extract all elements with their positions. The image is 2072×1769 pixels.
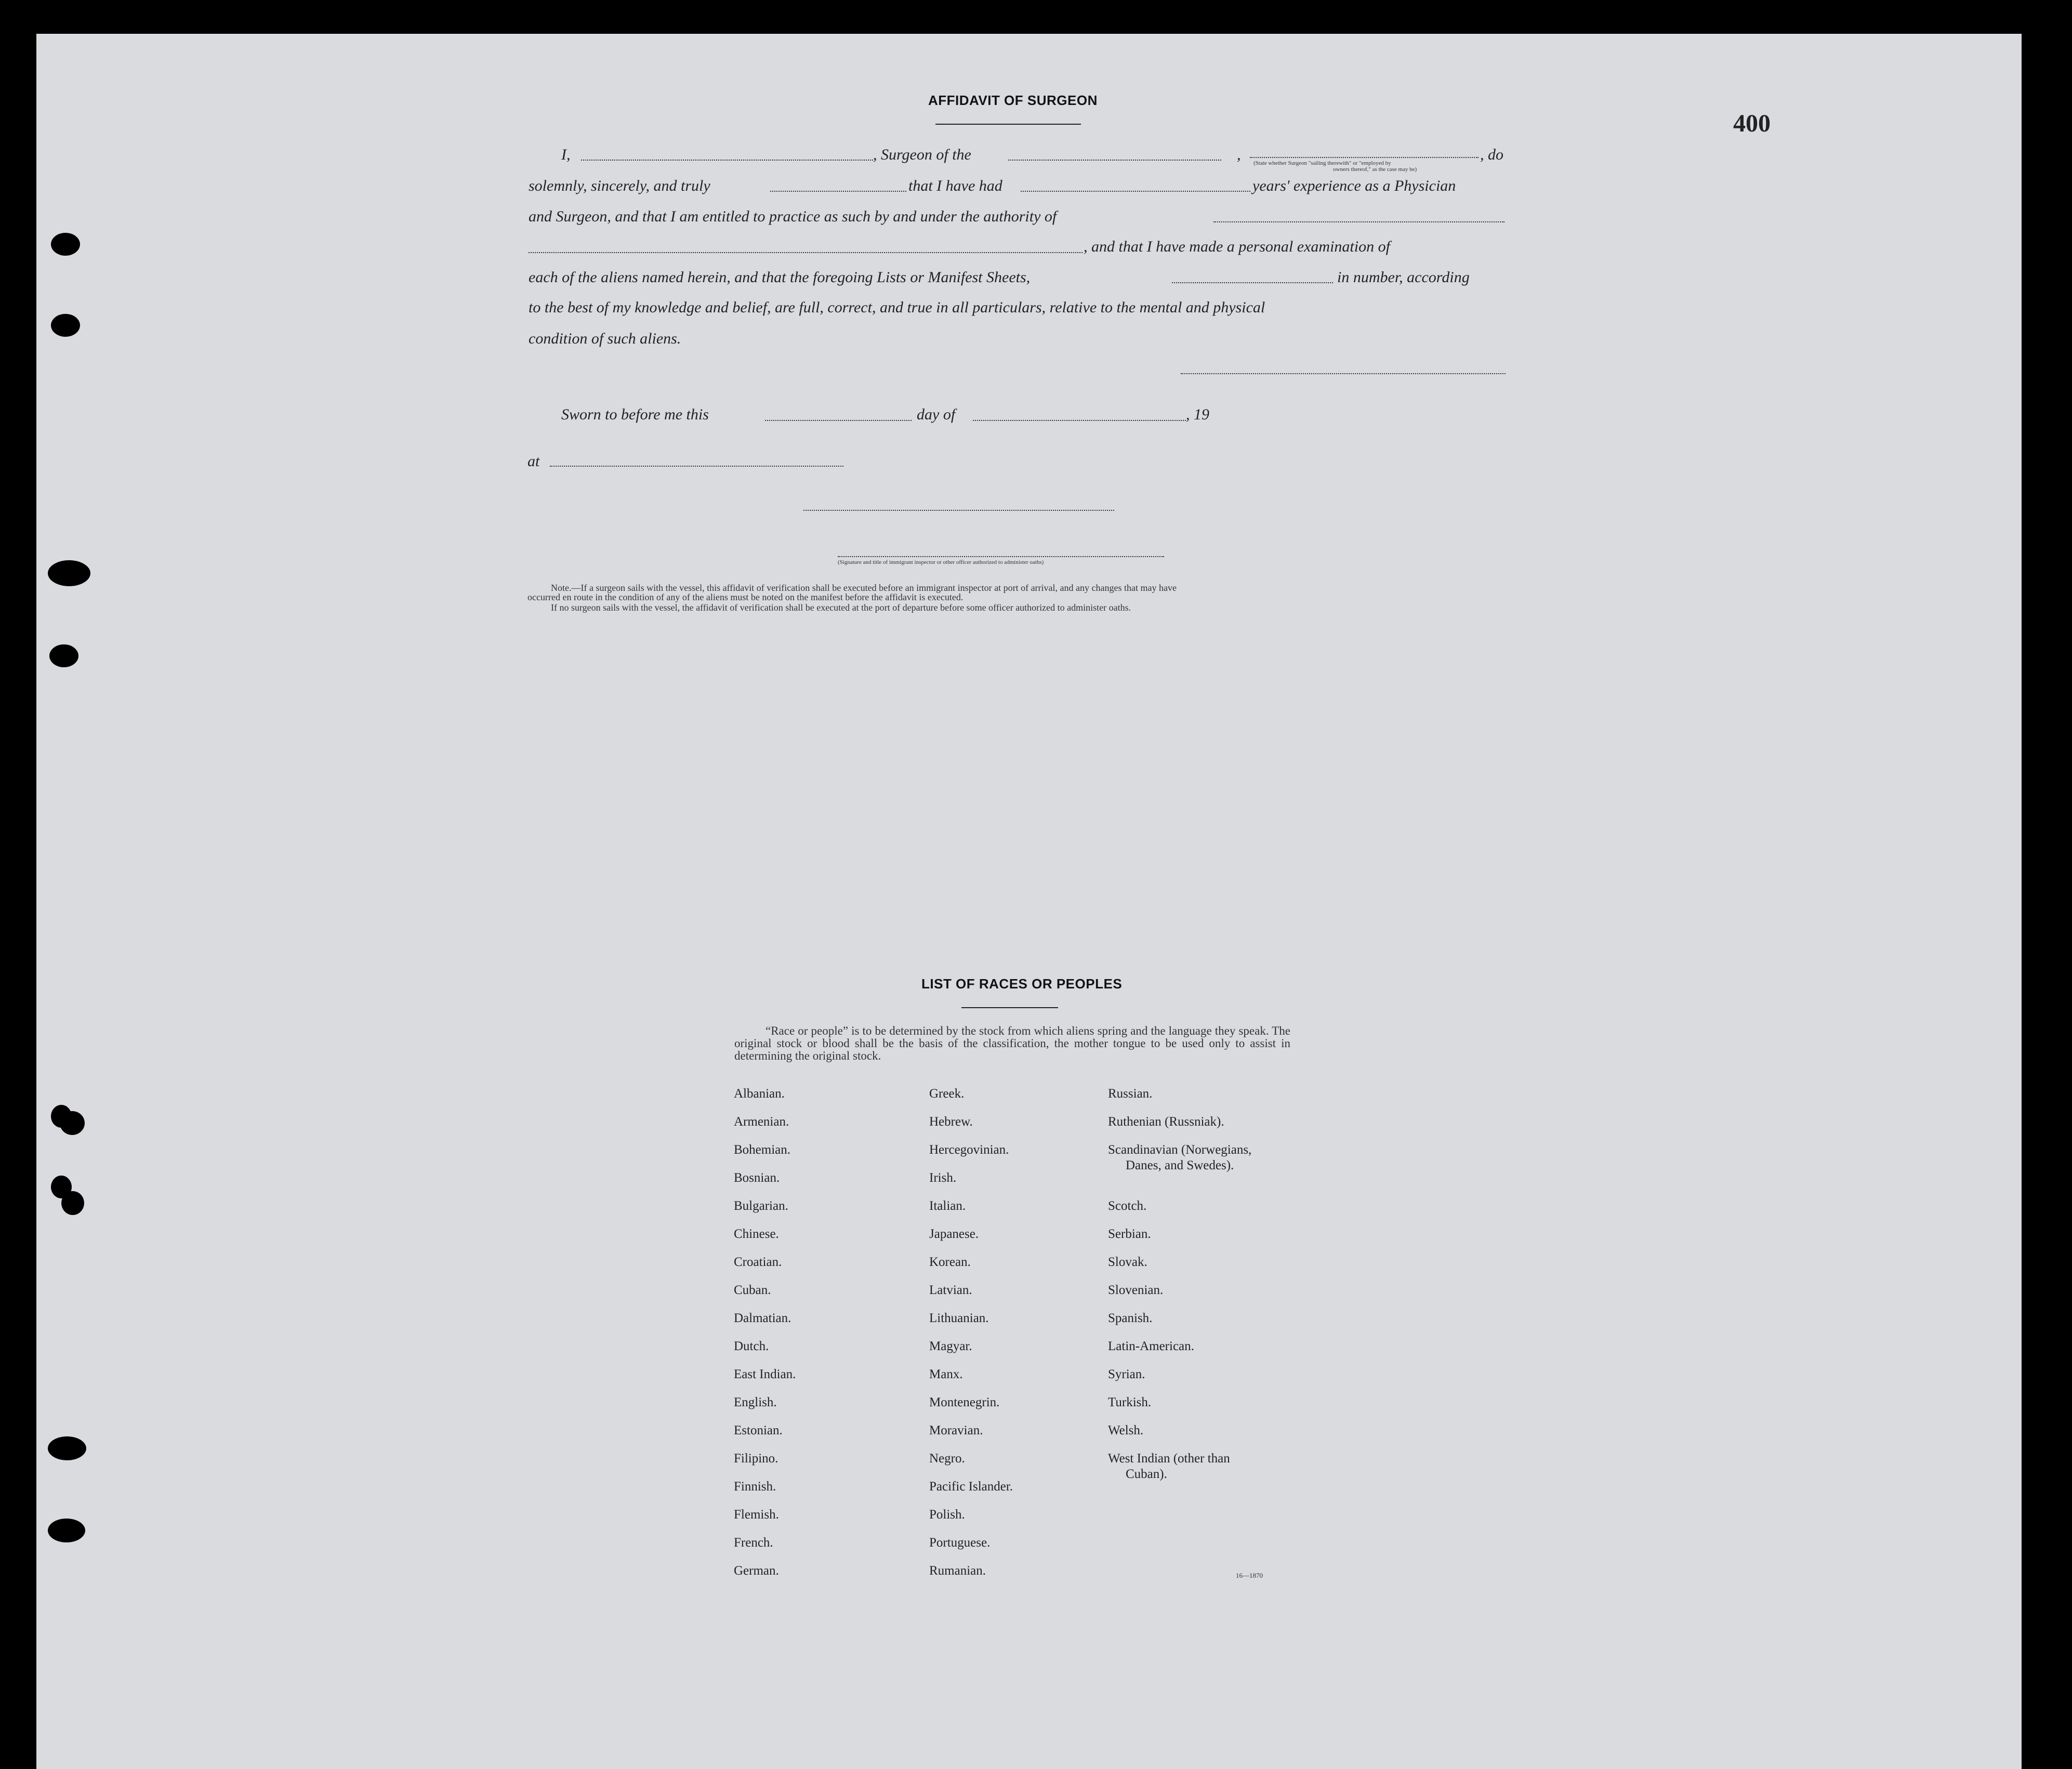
race-item: Latvian. bbox=[929, 1283, 972, 1297]
race-item: German. bbox=[734, 1564, 779, 1578]
race-item: Syrian. bbox=[1108, 1367, 1145, 1381]
race-item: English. bbox=[734, 1395, 777, 1409]
affidavit-line2-mid: that I have had bbox=[908, 177, 1002, 194]
race-item: Greek. bbox=[929, 1087, 965, 1101]
punch-hole-3 bbox=[48, 560, 90, 586]
vessel-name-blank[interactable] bbox=[1008, 160, 1221, 161]
race-item: Manx. bbox=[929, 1367, 963, 1381]
surgeon-name-blank[interactable] bbox=[581, 160, 873, 161]
sheet-count-blank[interactable] bbox=[1172, 282, 1333, 283]
race-item: Latin-American. bbox=[1108, 1339, 1194, 1353]
race-item: Italian. bbox=[929, 1199, 966, 1213]
race-item: Chinese. bbox=[734, 1227, 779, 1241]
race-item: West Indian (other than bbox=[1108, 1451, 1230, 1466]
punch-hole-8 bbox=[61, 1191, 84, 1215]
affidavit-line1-mid: , Surgeon of the bbox=[873, 146, 971, 163]
race-item: Armenian. bbox=[734, 1115, 789, 1129]
races-title: LIST OF RACES OR PEOPLES bbox=[921, 976, 1123, 992]
surgeon-status-note-2: owners thereof," as the case may be) bbox=[1333, 166, 1417, 173]
affidavit-title: AFFIDAVIT OF SURGEON bbox=[928, 93, 1098, 108]
authority-blank-2[interactable] bbox=[529, 252, 1083, 253]
note-line-3: If no surgeon sails with the vessel, the affidavit of verification shall be executed at the port of departure before some officer authorized to administer oaths. bbox=[551, 602, 1131, 613]
at-label: at bbox=[527, 453, 540, 470]
race-item: Ruthenian (Russniak). bbox=[1108, 1115, 1224, 1129]
race-item: Scotch. bbox=[1108, 1199, 1147, 1213]
affidavit-title-rule bbox=[935, 124, 1081, 125]
punch-hole-9 bbox=[48, 1436, 86, 1460]
race-item: Slovenian. bbox=[1108, 1283, 1164, 1297]
race-item: Lithuanian. bbox=[929, 1311, 989, 1325]
race-item: Turkish. bbox=[1108, 1395, 1152, 1409]
race-item: Cuban). bbox=[1126, 1467, 1167, 1481]
affidavit-line6: to the best of my knowledge and belief, are full, correct, and true in all particulars, relative to the mental and physical bbox=[529, 299, 1265, 316]
race-item: Montenegrin. bbox=[929, 1395, 1000, 1409]
race-item: Danes, and Swedes). bbox=[1126, 1158, 1234, 1172]
punch-hole-10 bbox=[48, 1519, 85, 1542]
sworn-day-blank[interactable] bbox=[765, 420, 912, 421]
affidavit-line7: condition of such aliens. bbox=[529, 330, 681, 347]
affidavit-line4: , and that I have made a personal examination of bbox=[1084, 238, 1390, 255]
race-item: Scandinavian (Norwegians, bbox=[1108, 1143, 1252, 1157]
punch-hole-4 bbox=[49, 644, 78, 667]
sworn-start: Sworn to before me this bbox=[561, 406, 709, 423]
race-item: Bohemian. bbox=[734, 1143, 791, 1157]
surgeon-status-blank[interactable] bbox=[1250, 157, 1479, 158]
race-item: Polish. bbox=[929, 1508, 965, 1522]
affidavit-line5-start: each of the aliens named herein, and that the foregoing Lists or Manifest Sheets, bbox=[529, 269, 1031, 286]
affidavit-line1-start: I, bbox=[561, 146, 571, 163]
race-item: Hercegovinian. bbox=[929, 1143, 1009, 1157]
affidavit-line5-end: in number, according bbox=[1337, 269, 1470, 286]
authority-blank-1[interactable] bbox=[1213, 221, 1504, 222]
form-number: 16—1870 bbox=[1236, 1572, 1263, 1579]
affidavit-line2-start: solemnly, sincerely, and truly bbox=[529, 177, 710, 194]
race-item: Serbian. bbox=[1108, 1227, 1151, 1241]
punch-hole-1 bbox=[51, 233, 80, 256]
document-page bbox=[36, 34, 2022, 1769]
race-item: Welsh. bbox=[1108, 1423, 1144, 1437]
race-item: Portuguese. bbox=[929, 1536, 991, 1550]
race-item: Bosnian. bbox=[734, 1171, 780, 1185]
affidavit-line2-end: years' experience as a Physician bbox=[1252, 177, 1456, 194]
race-item: East Indian. bbox=[734, 1367, 796, 1381]
years-experience-blank[interactable] bbox=[1021, 191, 1250, 192]
race-item: Slovak. bbox=[1108, 1255, 1147, 1269]
race-item: Albanian. bbox=[734, 1087, 785, 1101]
race-item: Russian. bbox=[1108, 1087, 1153, 1101]
race-item: Japanese. bbox=[929, 1227, 979, 1241]
race-item: Korean. bbox=[929, 1255, 971, 1269]
race-item: Filipino. bbox=[734, 1451, 778, 1466]
sworn-end: , 19 bbox=[1186, 406, 1209, 423]
race-item: Spanish. bbox=[1108, 1311, 1153, 1325]
signature-caption: (Signature and title of immigrant inspector or other officer authorized to administer oaths) bbox=[838, 559, 1044, 565]
officer-line-2[interactable] bbox=[838, 556, 1164, 557]
page-number: 400 bbox=[1733, 110, 1771, 137]
punch-hole-6 bbox=[60, 1111, 85, 1135]
race-item: Cuban. bbox=[734, 1283, 771, 1297]
race-item: Finnish. bbox=[734, 1480, 776, 1494]
sworn-month-blank[interactable] bbox=[973, 420, 1186, 421]
race-item: Moravian. bbox=[929, 1423, 983, 1437]
place-blank[interactable] bbox=[550, 466, 843, 467]
race-item: Bulgarian. bbox=[734, 1199, 788, 1213]
surgeon-status-note-1: (State whether Surgeon "sailing therewith" or "employed by bbox=[1253, 160, 1391, 166]
race-item: French. bbox=[734, 1536, 773, 1550]
affidavit-line3: and Surgeon, and that I am entitled to practice as such by and under the authority of bbox=[529, 208, 1057, 225]
surgeon-signature-blank[interactable] bbox=[1181, 373, 1506, 374]
race-item: Irish. bbox=[929, 1171, 957, 1185]
note-line-2: occurred en route in the condition of any of the aliens must be noted on the manifest before the affidavit is executed. bbox=[527, 592, 964, 602]
races-intro: “Race or people” is to be determined by the stock from which aliens spring and the language they speak. The original stock or blood shall be the basis of the classification, the mother tongue to be used only to assist in determining the original stock. bbox=[734, 1024, 1290, 1062]
punch-hole-2 bbox=[51, 314, 80, 337]
race-item: Pacific Islander. bbox=[929, 1480, 1013, 1494]
race-item: Magyar. bbox=[929, 1339, 972, 1353]
race-item: Dutch. bbox=[734, 1339, 769, 1353]
races-title-rule bbox=[961, 1007, 1058, 1008]
race-item: Estonian. bbox=[734, 1423, 783, 1437]
race-item: Hebrew. bbox=[929, 1115, 973, 1129]
race-item: Croatian. bbox=[734, 1255, 782, 1269]
race-item: Dalmatian. bbox=[734, 1311, 791, 1325]
oath-blank[interactable] bbox=[770, 191, 906, 192]
race-item: Flemish. bbox=[734, 1508, 779, 1522]
affidavit-line1-end: , do bbox=[1480, 146, 1503, 163]
officer-line-1[interactable] bbox=[803, 510, 1114, 511]
race-item: Negro. bbox=[929, 1451, 965, 1466]
affidavit-line1-comma: , bbox=[1237, 146, 1241, 163]
race-item: Rumanian. bbox=[929, 1564, 986, 1578]
note-line-1: Note.—If a surgeon sails with the vessel, this affidavit of verification shall be executed before an immigrant inspector at port of arrival, and any changes that may have bbox=[551, 583, 1177, 593]
sworn-mid: day of bbox=[917, 406, 956, 423]
